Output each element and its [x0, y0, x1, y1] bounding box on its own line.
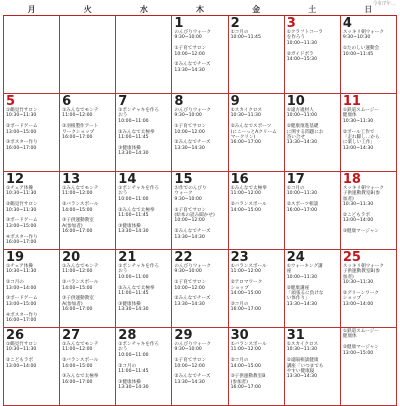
- calendar-day-cell: [116, 16, 172, 94]
- weekday-fri: 金: [228, 4, 284, 16]
- day-events: のんびりウォーク 9:30~10:00 ①子育てサロン 10:00~12:00 ②みんなでチーズ 13:30~14:30: [174, 30, 211, 73]
- day-number: 19: [6, 250, 25, 265]
- calendar-day-cell: [284, 250, 340, 328]
- calendar-week-row: [4, 16, 397, 94]
- day-number: 23: [230, 250, 249, 265]
- day-number: 2: [230, 16, 240, 31]
- day-events: ①みんなでモンテ 11:00~12:00 ②バランスボール 14:00~15:00 ③子供運動教室 A(参加者) 16:00~17:00: [62, 186, 99, 235]
- calendar-week-row: [4, 328, 397, 406]
- day-events: ①ポンチャキを作ろ おう 10:00~11:00 ②みんなで太極拳 11:00~11:45 ③健康体操 13:30~14:30: [118, 108, 160, 157]
- calendar-day-cell: [116, 328, 172, 406]
- day-number: 3: [286, 16, 296, 31]
- weekday-thu: 木: [172, 4, 228, 16]
- day-events: ①鉄道スムージー 健康体 ②健康マージャン 13:00~15:00: [342, 329, 379, 356]
- day-events: ①コ月の 10:00~11:45: [230, 30, 261, 41]
- day-number: 26: [6, 328, 25, 343]
- day-events: のんびりウォーク 9:30~10:00 ①子育てサロン 10:00~12:00 ②みんなでチーズ 13:30~14:30: [174, 264, 211, 307]
- day-events: ①バランスボール 11:00~12:00 ②アロマワーク ショップ 14:00~15:00 ③コ月の 16:00~17:00: [230, 264, 267, 313]
- day-number: 13: [62, 172, 81, 187]
- calendar-day-cell: [340, 16, 396, 94]
- calendar-day-cell: [4, 16, 60, 94]
- day-number: 9: [230, 94, 240, 109]
- day-events: ①スカイクロス 10:30~11:30 ②遠隔相談健康 講座「いつまでも やすい健康寝 13:30~14:30: [286, 342, 324, 380]
- calendar-week-row: [4, 172, 397, 250]
- day-events: ①クラフトコーラ を作ろう 10:00~11:30 ②ガイドボラ 14:00~15:30: [286, 30, 323, 63]
- day-number: 16: [230, 172, 249, 187]
- day-events: ①バランスボール 11:00~12:00 ②コ月の 14:00~15:00 ③子供運動教室B (参加者) 16:00~17:00: [230, 342, 267, 391]
- day-events: ①ポンチャキを作ろ おう 10:00~11:00 ②みんなで太極拳 11:00~11:45 ③健康体操 13:30~14:30: [118, 264, 160, 313]
- day-number: 7: [118, 94, 128, 109]
- calendar-day-cell: [172, 94, 228, 172]
- day-events: のんびりウォーク 9:30~10:00 ①子育てサロン 10:00~12:00 ②みんなでチーズ 13:30~14:30: [174, 342, 211, 385]
- calendar-week-row: [4, 250, 397, 328]
- calendar-day-cell: [116, 94, 172, 172]
- day-events: ①チェア体操 10:30~11:30 ②鶴見竹サロン 10:30~11:30 ③ボードゲーム 13:00~15:00 ④ポスター作り 16:00~17:00: [6, 186, 38, 246]
- day-number: 8: [174, 94, 184, 109]
- header-corner-text: 令和7年…: [372, 1, 396, 7]
- day-events: ①鉄道スムージー 健康体 10:30~11:30 ②ボール工作で 「走れ脚し…から に楽しい工作」 13:00~14:30: [342, 108, 380, 151]
- calendar-day-cell: [340, 94, 396, 172]
- day-number: 27: [62, 328, 81, 343]
- day-events: ①みんなでモンテ 11:00~12:00 ②羽根製作アート ワークショップ 16:00~17:00: [62, 108, 99, 141]
- calendar-day-cell: [172, 16, 228, 94]
- day-number: 10: [286, 94, 305, 109]
- day-number: 25: [342, 250, 361, 265]
- calendar-day-cell: [116, 172, 172, 250]
- day-number: 6: [62, 94, 72, 109]
- day-number: 11: [342, 94, 361, 109]
- calendar-day-cell: [4, 250, 60, 328]
- calendar-day-cell: [284, 94, 340, 172]
- calendar-day-cell: [60, 328, 116, 406]
- calendar-day-cell: [60, 250, 116, 328]
- calendar-day-cell: [284, 16, 340, 94]
- calendar-day-cell: [284, 172, 340, 250]
- day-events: ①ウォーキング講 座 10:00~11:30 ②健康講座 「頑張るに負けな い体作り」 13:30~14:30: [286, 264, 324, 307]
- calendar-day-cell: [4, 172, 60, 250]
- day-number: 14: [118, 172, 137, 187]
- day-events: スッキリ朝ウォーク 子供運動教室B(参 加者) 10:30~11:30 ②グリーンワーク ショップ 13:00~14:00: [342, 264, 384, 307]
- day-number: 17: [286, 172, 305, 187]
- calendar-day-cell: [228, 250, 284, 328]
- day-number: 15: [174, 172, 193, 187]
- calendar-day-cell: [4, 94, 60, 172]
- weekday-header-row: [4, 4, 397, 16]
- day-events: ①ポンチャキを作ろ おう 10:00~11:00 ②みんなで太極拳 11:00~11:45 ③健康体操 13:30~14:30: [118, 186, 160, 235]
- day-number: 4: [342, 16, 352, 31]
- day-number: 18: [342, 172, 361, 187]
- weekday-sat: 土: [284, 4, 340, 16]
- day-number: 1: [174, 16, 184, 31]
- calendar-day-cell: [4, 328, 60, 406]
- day-number: 31: [286, 328, 305, 343]
- day-number: 22: [174, 250, 193, 265]
- calendar-day-cell: [340, 172, 396, 250]
- calendar-day-cell: [228, 16, 284, 94]
- calendar-day-cell: [228, 94, 284, 172]
- day-number: 28: [118, 328, 137, 343]
- weekday-mon: 月: [4, 4, 60, 16]
- day-events: ①ポンチャキを作ろ おう 10:00~11:00 ②コ月の 11:00~11:45 ③健康体操 13:30~14:30: [118, 342, 160, 391]
- day-number: 5: [6, 94, 16, 109]
- day-events: のんびりウォーク 9:30~10:00 ①子育てサロン 10:00~12:00 ②みんなでチーズ 13:30~14:30: [174, 108, 211, 151]
- calendar-day-cell: [172, 328, 228, 406]
- day-events: ①みんなで太極拳 11:00~12:00 ②バランスボール 14:00~15:00: [230, 186, 267, 213]
- calendar-day-cell: [60, 16, 116, 94]
- calendar-week-row: [4, 94, 397, 172]
- day-events: ①鶴見竹サロン 10:30~11:30 ②こどもラボ 13:00~14:00: [6, 342, 38, 369]
- calendar-day-cell: [284, 328, 340, 406]
- calendar-day-cell: [60, 172, 116, 250]
- day-events: ①みんなでモンテ 11:00~12:00 ②バランスボール 14:00~15:00 ③みんなで太極拳 16:00~17:00: [62, 342, 99, 385]
- calendar-day-cell: [340, 328, 396, 406]
- calendar-day-cell: [60, 94, 116, 172]
- day-events: ①みんなでモンテ 11:00~12:00 ②バランスボール 14:00~15:00 ③子供運動教室 A(参加者) 16:00~17:00: [62, 264, 99, 313]
- day-events: ①鶴見竹サロン 10:30~11:30 ②ボードゲーム 13:00~15:00 ③ポスター作り 16:00~17:00: [6, 108, 38, 151]
- day-events: ①遠方適材人 10:00~11:00 ②健康推進基礎 に関する問題にお 答い合せ 13:30~14:30: [286, 108, 324, 146]
- day-events: お作でのんびり ウォーク 9:30~10:00 ①子育てサロン (絵本の読み聞かせ) 10:00~12:00 ②みんなでチーズ 13:30~14:30: [174, 186, 215, 240]
- day-events: ①チェア体操 10:30~11:30 ②コ月の 13:00~14:00 ③ボードゲーム 13:00~15:00 ④ポスター作り 16:00~17:00: [6, 264, 38, 324]
- weekday-sun: 日: [340, 4, 396, 16]
- calendar-day-cell: [172, 250, 228, 328]
- day-number: 21: [118, 250, 137, 265]
- weekday-tue: 火: [60, 4, 116, 16]
- calendar-day-cell: [228, 172, 284, 250]
- weekday-wed: 水: [116, 4, 172, 16]
- day-number: 20: [62, 250, 81, 265]
- calendar-day-cell: [172, 172, 228, 250]
- calendar-day-cell: [340, 250, 396, 328]
- day-events: ①コ月の 10:00~11:30 ②スポーツ相談 16:00~17:00: [286, 186, 319, 213]
- calendar-day-cell: [228, 328, 284, 406]
- day-number: 12: [6, 172, 25, 187]
- calendar-grid: [3, 4, 397, 406]
- calendar-day-cell: [116, 250, 172, 328]
- day-events: スッキリ朝ウォーク 子供運動教室B(参 加者) 10:30~11:30 ②こどもラボ 13:00~14:00 ③健康マージャン: [342, 186, 384, 235]
- day-number: 30: [230, 328, 249, 343]
- day-events: ①スカイクロス 10:30~11:30 ②みんなでスポーツ (にこーっとAクリーム マークリン) 16:00~17:00: [230, 108, 277, 146]
- day-number: 29: [174, 328, 193, 343]
- day-number: 24: [286, 250, 305, 265]
- day-events: スッキリ朝ウォーク 9:30~10:30 ①たのしい運動会 10:00~11:45: [342, 30, 384, 57]
